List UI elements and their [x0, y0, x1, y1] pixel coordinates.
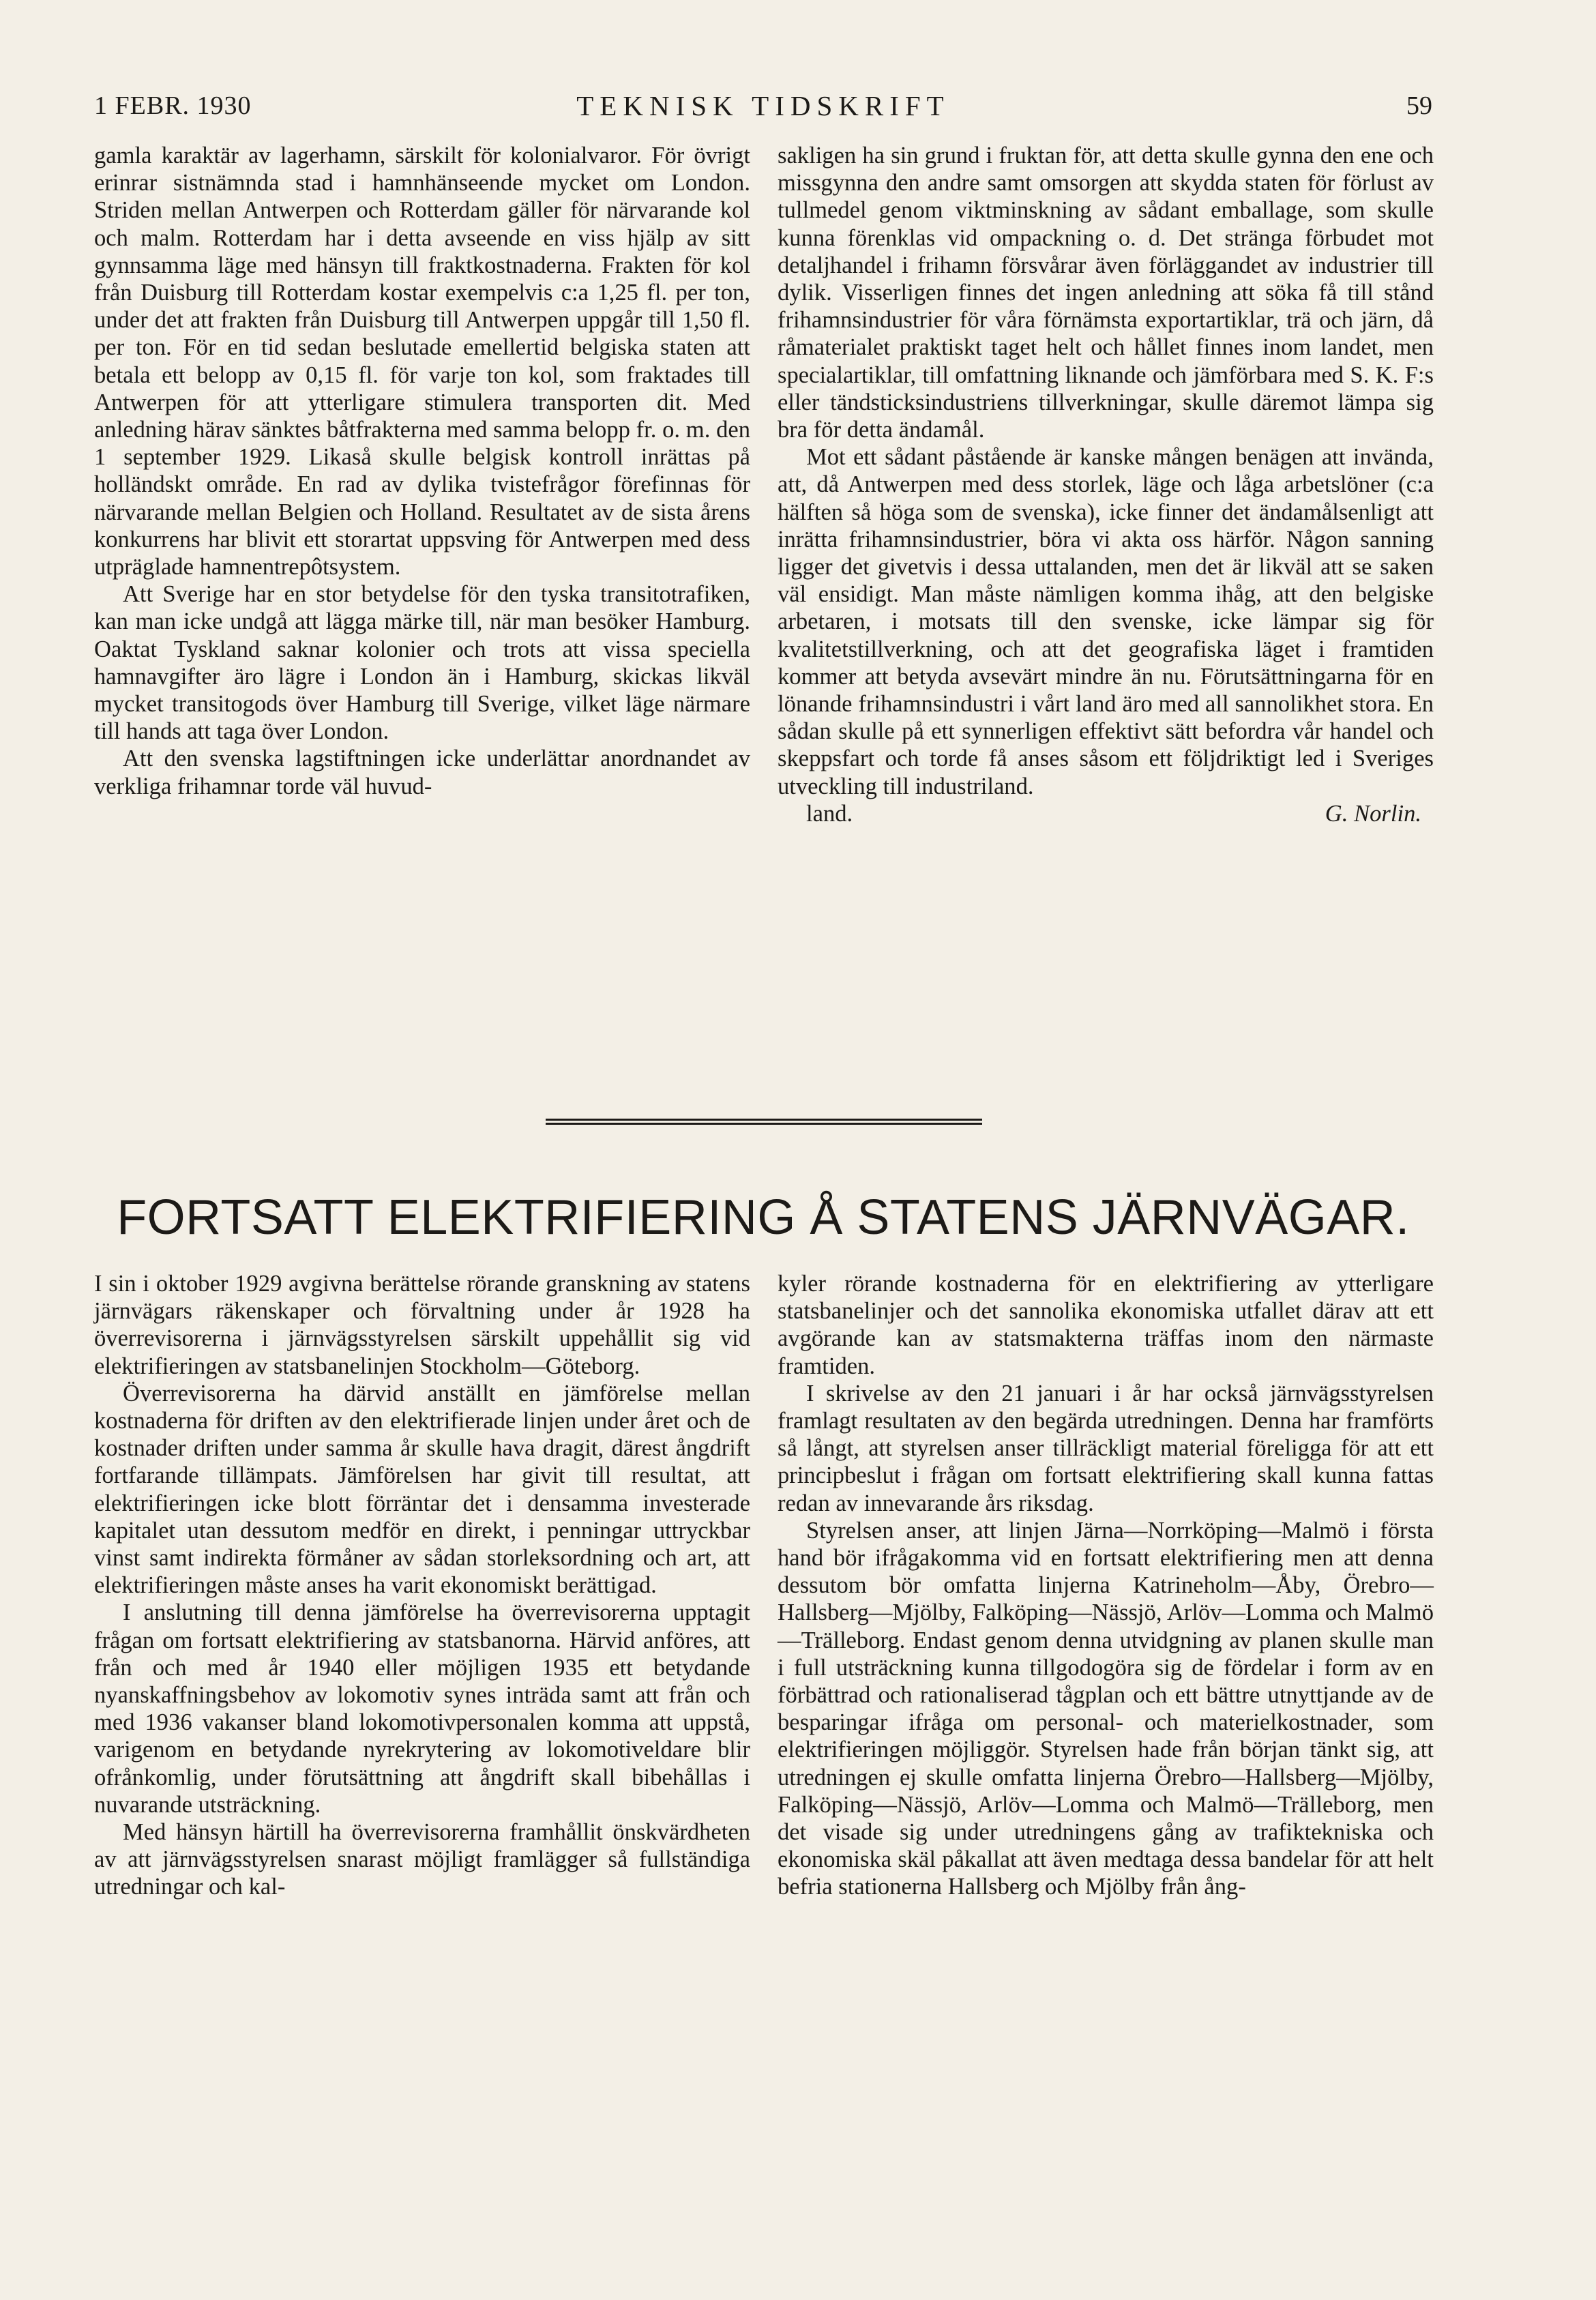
issue-date: 1 FEBR. 1930: [94, 91, 252, 120]
article1-right-column: [778, 142, 1434, 827]
author-signature: G. Norlin.: [1325, 800, 1421, 827]
paragraph: kyler rörande kostnaderna för en elektrifiering av ytterligare statsbanelinjer och det sannolika ekonomiska utfallet därav att ett avgörande kan av statsmakterna träffas inom den närmaste framtiden.: [778, 1271, 1434, 1379]
article2-left-column: [94, 1270, 750, 1901]
page-number: 59: [1406, 91, 1432, 120]
paragraph: Med hänsyn härtill ha överrevisorerna framhållit önskvärdheten av att järnvägsstyrelsen snarast möjligt framlägger så fullständiga utredningar och kal-: [94, 1819, 750, 1900]
paragraph: Överrevisorerna ha därvid anställt en jämförelse mellan kostnaderna för driften av den elektrifierade linjen under året och de kostnader driften under samma år skulle hava dragit, därest ångdrift fortfarande tillämpats. Jämförelsen har givit till resultat, att elektrifieringen icke blott förräntar det i densamma investerade kapitalet utan dessutom medför en direkt, i penningar uttryckbar vinst samt indirekta förmåner av sådan storleksordning och art, att elektrifieringen måste anses ha varit ekonomiskt berättigad.: [94, 1380, 750, 1599]
signature-line: [778, 800, 1434, 827]
paragraph: I anslutning till denna jämförelse ha överrevisorerna upptagit frågan om fortsatt elektrifiering av statsbanorna. Härvid anföres, att från och med år 1940 eller möjligen 1935 ett betydande nyanskaffningsbehov av lokomotiv synes inträda samt att från och med 1936 vakanser bland lokomotivpersonalen komma att uppstå, varigenom en betydande nyrekrytering av lokomotiveldare blir ofrånkomlig, under förutsättning att ångdrift skall bibehållas i nuvarande utsträckning.: [94, 1599, 750, 1818]
article2-right-column: [778, 1270, 1434, 1901]
paragraph: sakligen ha sin grund i fruktan för, att detta skulle gynna den ene och missgynna den andre samt omsorgen att skydda staten för förlust av tullmedel genom viktminskning av sådant emballage, som skulle kunna förenklas vid ompackning o. d. Det stränga förbudet mot detaljhandel i frihamn försvårar även förläggandet av industrier till dylik. Visserligen finnes det ingen anledning att söka få till stånd frihamnsindustrier för våra förnämsta exportartiklar, trä och järn, då råmaterialet praktiskt taget helt och hållet finnes inom landet, men specialartiklar, till omfattning liknande och jämförbara med S. K. F:s eller tändsticksindustriens tillverkningar, skulle däremot lämpa sig bra för detta ändamål.: [778, 143, 1434, 443]
paragraph: Att Sverige har en stor betydelse för den tyska transitotrafiken, kan man icke undgå att lägga märke till, när man besöker Hamburg. Oaktat Tyskland saknar kolonier och trots att vissa speciella hamnavgifter äro lägre i London än i Hamburg, skickas likväl mycket transitogods över Hamburg till Sverige, vilket läge närmare till hands att taga över London.: [94, 581, 750, 745]
paragraph: Att den svenska lagstiftningen icke underlättar anordnandet av verkliga frihamnar torde väl huvud-: [94, 746, 750, 799]
paragraph: I sin i oktober 1929 avgivna berättelse rörande granskning av statens järnvägars räkenskaper och förvaltning under år 1928 ha överrevisorerna i järnvägsstyrelsen särskilt uppehållit sig vid elektrifieringen av statsbanelinjen Stockholm—Göteborg.: [94, 1271, 750, 1379]
paragraph: Styrelsen anser, att linjen Järna—Norrköping—Malmö i första hand bör ifrågakomma vid en fortsatt elektrifiering men att denna dessutom bör omfatta linjerna Katrineholm—Åby, Örebro—Hallsberg—Mjölby, Falköping—Nässjö, Arlöv—Lomma och Malmö—Trälleborg. Endast genom denna utvidgning av planen skulle man i full utsträckning kunna tillgodogöra sig de fördelar i form av en förbättrad och rationaliserad tågplan och ett bättre utnyttjande av de besparingar ifråga om personal- och materielkostnader, som elektrifieringen möjliggör. Styrelsen hade från början tänkt sig, att utredningen ej skulle omfatta linjerna Örebro—Hallsberg—Mjölby, Falköping—Nässjö, Arlöv—Lomma och Malmö—Trälleborg, men det visade sig under utredningens gång av trafiktekniska och ekonomiska skäl påkallat att även medtaga dessa bandelar för att helt befria stationerna Hallsberg och Mjölby från ång-: [778, 1517, 1434, 1900]
article1-left-column: [94, 142, 750, 800]
paragraph: Mot ett sådant påstående är kanske mången benägen att invända, att, då Antwerpen med dess storlek, läge och låga arbetslöner (c:a hälften så höga som de svenska), icke finner det ändamålsenligt att inrätta frihamnsindustrier, böra vi akta oss härför. Någon sanning ligger det givetvis i dessa uttalanden, men det är likväl att se saken väl ensidigt. Man måste nämligen komma ihåg, att den belgiske arbetaren, i motsats till den svenske, icke lämpar sig för kvalitetstillverkning, och att det geografiska läget i framtiden kommer att betyda avsevärt mindre än nu. Förutsättningarna för en lönande frihamnsindustri i vårt land äro med all sannolikhet stora. En sådan skulle på ett synnerligen effektivt sätt befordra vår handel och skeppsfart och torde få anses såsom ett följdriktigt led i Sveriges utveckling till industriland.: [778, 444, 1434, 799]
journal-title: TEKNISK TIDSKRIFT: [576, 90, 950, 121]
running-head: [94, 82, 1432, 130]
paragraph: gamla karaktär av lagerhamn, särskilt för kolonialvaror. För övrigt erinrar sistnämnda stad i hamnhänseende mycket om London. Striden mellan Antwerpen och Rotterdam gäller för närvarande kol och malm. Rotterdam har i detta avseende en viss hjälp av sitt gynnsamma läge med hänsyn till fraktkostnaderna. Frakten för kol från Duisburg till Rotterdam kostar exempelvis c:a 1,25 fl. per ton, under det att frakten från Duisburg till Antwerpen uppgår till 1,50 fl. per ton. För en tid sedan beslutade emellertid belgiska staten att betala ett belopp av 0,15 fl. för varje ton kol, som fraktades till Antwerpen för att ytterligare stimulera transporten dit. Med anledning härav sänktes båtfrakterna med samma belopp fr. o. m. den 1 september 1929. Likaså skulle belgisk kontroll inrättas på holländskt område. En rad av dylika tvistefrågor förefinnas för närvarande mellan Belgien och Holland. Resultatet av de sista årens konkurrens har blivit ett storartat uppsving för Antwerpen med dess utpräglade hamnentrepôtsystem.: [94, 143, 750, 580]
section-divider: [546, 1119, 982, 1125]
article-headline: FORTSATT ELEKTRIFIERING Å STATENS JÄRNVÄGAR.: [117, 1190, 1410, 1245]
paragraph: I skrivelse av den 21 januari i år har också järnvägsstyrelsen framlagt resultaten av den begärda utredningen. Denna har framförts så långt, att styrelsen anser tillräckligt material föreligga för att ett principbeslut i frågan om fortsatt elektrifiering skall kunna fattas redan av innevarande års riksdag.: [778, 1380, 1434, 1516]
final-word: land.: [806, 800, 853, 827]
